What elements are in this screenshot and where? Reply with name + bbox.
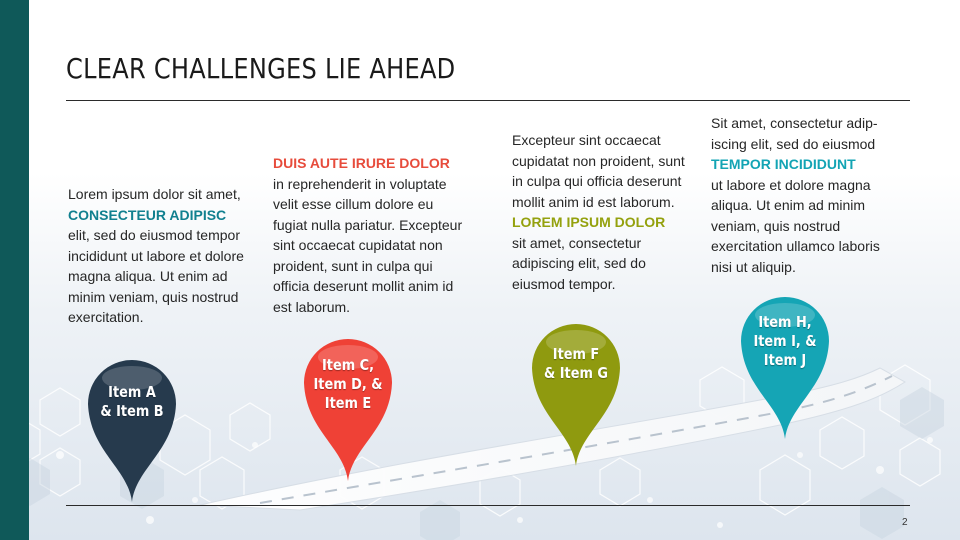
intro-line: cupidatat non proident, sunt	[512, 152, 685, 169]
body-line: adipiscing elit, sed do	[512, 255, 646, 271]
body-line: minim veniam, quis nostrud	[68, 288, 239, 305]
body-line: aliqua. Ut enim ad minim	[711, 197, 866, 213]
accent-bar	[0, 0, 29, 540]
title-divider	[66, 100, 910, 101]
body-line: proident, sunt in culpa qui	[273, 257, 433, 274]
column-heading: CONSECTEUR ADIPISC	[68, 206, 227, 223]
intro-line: mollit anim id est laborum.	[512, 193, 675, 210]
pin-label: Item H, Item I, & Item J	[753, 313, 817, 369]
body-line: eiusmod tempor.	[512, 275, 616, 292]
intro-line: Sit amet, consectetur adip-	[711, 115, 878, 131]
map-pin-1	[84, 356, 180, 504]
map-pin-4	[737, 293, 833, 441]
footer-divider	[66, 505, 910, 506]
body-line: fugiat nulla pariatur. Excepteur	[273, 216, 463, 233]
intro-line: iscing elit, sed do eiusmod	[711, 135, 876, 152]
body-line: exercitation ullamco laboris	[711, 238, 880, 254]
body-line: veniam, quis nostrud	[711, 217, 841, 234]
text-block-3	[512, 130, 685, 294]
text-block-1	[68, 184, 244, 328]
body-line: elit, sed do eiusmod tempor	[68, 227, 240, 243]
map-pin-icon	[84, 356, 180, 504]
pin-label: Item F & Item G	[544, 345, 608, 382]
text-block-4	[711, 113, 880, 277]
body-line: velit esse cillum dolore eu	[273, 196, 434, 212]
body-line: sint occaecat cupidatat non	[273, 237, 443, 253]
page-number: 2	[902, 517, 908, 528]
body-line: officia deserunt mollit anim id	[273, 278, 454, 294]
pin-label: Item A & Item B	[100, 383, 164, 420]
body-line: nisi ut aliquip.	[711, 258, 796, 275]
map-pin-3	[528, 320, 624, 468]
body-line: sit amet, consectetur	[512, 234, 642, 251]
body-line: magna aliqua. Ut enim ad	[68, 268, 228, 284]
column-heading: DUIS AUTE IRURE DOLOR	[273, 155, 450, 171]
map-pin-icon	[528, 320, 624, 468]
column-heading: TEMPOR INCIDIDUNT	[711, 156, 856, 172]
body-line: ut labore et dolore magna	[711, 176, 871, 193]
body-line: exercitation.	[68, 309, 144, 325]
body-line: incididunt ut labore et dolore	[68, 247, 244, 264]
column-heading: LOREM IPSUM DOLOR	[512, 214, 666, 230]
pin-label: Item C, Item D, & Item E	[313, 356, 383, 412]
intro-line: in culpa qui officia deserunt	[512, 173, 682, 189]
body-line: in reprehenderit in voluptate	[273, 175, 447, 192]
map-pin-2	[300, 335, 396, 483]
text-block-2	[273, 153, 462, 317]
intro-line: Excepteur sint occaecat	[512, 132, 661, 148]
slide-title: CLEAR CHALLENGES LIE AHEAD	[66, 52, 456, 85]
body-line: est laborum.	[273, 298, 351, 315]
intro-line: Lorem ipsum dolor sit amet,	[68, 186, 241, 202]
